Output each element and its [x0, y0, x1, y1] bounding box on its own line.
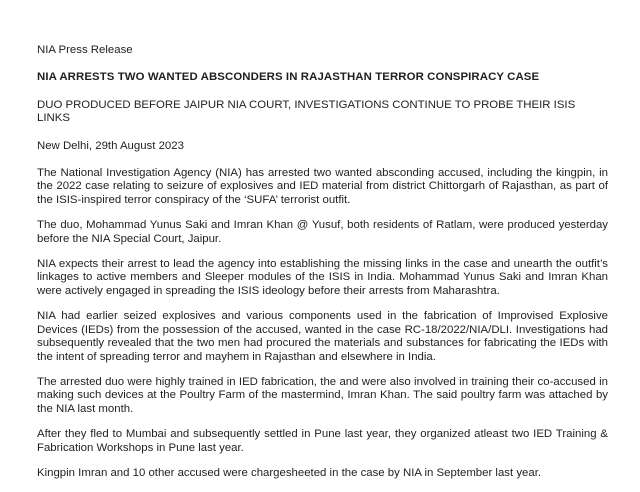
- document-label: NIA Press Release: [37, 44, 133, 56]
- paragraph-accused: The duo, Mohammad Yunus Saki and Imran Khan @ Yusuf, both residents of Ratlam, were produced yesterday before the NIA Special Court, Jaipur.: [37, 219, 608, 245]
- headline: NIA ARRESTS TWO WANTED ABSCONDERS IN RAJASTHAN TERROR CONSPIRACY CASE: [37, 71, 540, 84]
- paragraph-intro: The National Investigation Agency (NIA) has arrested two wanted absconding accused, including the kingpin, in the 2022 case relating to seizure of explosives and IED material from district Chittorgarh of Rajasthan, as part of the ISIS-inspired terror conspiracy of the ‘SUFA’ terrorist outfit.: [37, 167, 608, 206]
- subheadline: DUO PRODUCED BEFORE JAIPUR NIA COURT, INVESTIGATIONS CONTINUE TO PROBE THEIR ISIS LINKS: [37, 98, 576, 125]
- paragraph-seizure: NIA had earlier seized explosives and various components used in the fabrication of Improvised Explosive Devices (IEDs) from the possession of the accused, wanted in the case RC-18/2022/NIA/DLI. Investigations had subsequently revealed that the two men had procured the materials and substances for fabricating the IEDs with the intent of spreading terror and mayhem in Rajasthan and elsewhere in India.: [37, 310, 608, 363]
- paragraph-workshops: After they fled to Mumbai and subsequently settled in Pune last year, they organized atleast two IED Training & Fabrication Workshops in Pune last year.: [37, 428, 608, 454]
- press-release-document: [37, 44, 608, 492]
- dateline: New Delhi, 29th August 2023: [37, 139, 184, 152]
- paragraph-training: The arrested duo were highly trained in IED fabrication, the and were also involved in training their co-accused in making such devices at the Poultry Farm of the mastermind, Imran Khan. The said poultry farm was attached by the NIA last month.: [37, 375, 608, 415]
- paragraph-chargesheet: Kingpin Imran and 10 other accused were chargesheeted in the case by NIA in September last year.: [37, 466, 542, 479]
- paragraph-expectations: NIA expects their arrest to lead the agency into establishing the missing links in the case and unearth the outfit’s linkages to active members and Sleeper modules of the ISIS in India. Mohammad Yunus Saki and Imran Khan were actively engaged in spreading the ISIS ideology before their arrests from Maharashtra.: [37, 258, 608, 297]
